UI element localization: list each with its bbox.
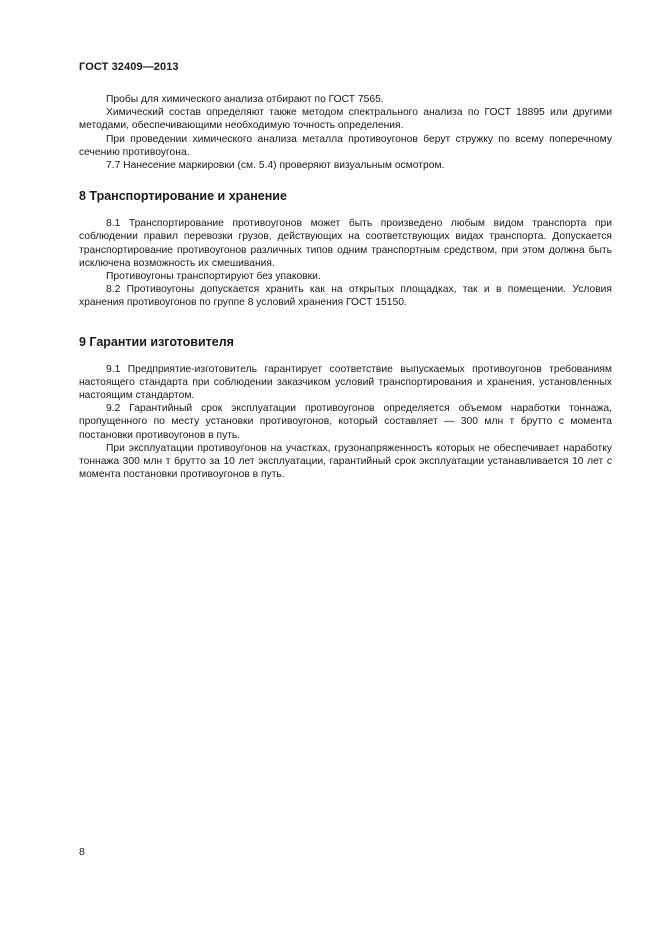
paragraph-7-7: 7.7 Нанесение маркировки (см. 5.4) проверяют визуальным осмотром. xyxy=(106,160,445,172)
page-number: 8 xyxy=(79,846,85,858)
paragraph-8-2: 8.2 Противоугоны допускается хранить как на открытых площадках, так и в помещении. Условия хранения противоугонов по группе 8 условий хранения ГОСТ 15150. xyxy=(79,284,612,309)
paragraph-9-2: 9.2 Гарантийный срок эксплуатации противоугонов определяется объемом наработки тоннажа, пропущенного по месту установки противоугонов, который составляет — 300 млн т брутто с момента постановки противоугонов в путь. xyxy=(79,403,612,441)
page-header-standard-number: ГОСТ 32409—2013 xyxy=(79,61,179,73)
section-9-title: 9 Гарантии изготовителя xyxy=(79,334,234,349)
paragraph-8-1: 8.1 Транспортирование противоугонов может быть произведено любым видом транспорта при соблюдении правил перевозки грузов, действующих на соответствующих видах транспорта. Допускается транспортирование противоугонов различных типов одним транспортным средством, при этом должна быть исключена возможность их смешивания. xyxy=(79,218,612,269)
intro-paragraph-chip-sampling: При проведении химического анализа металла противоугонов берут стружку по всему поперечному сечению противоугона. xyxy=(79,133,612,158)
intro-paragraph-spectral-analysis: Химический состав определяют также методом спектрального анализа по ГОСТ 18895 или другими методами, обеспечивающими необходимую точность определения. xyxy=(79,107,612,132)
document-body xyxy=(79,93,612,481)
section-8-title: 8 Транспортирование и хранение xyxy=(79,189,287,204)
paragraph-9-1: 9.1 Предприятие-изготовитель гарантирует соответствие выпускаемых противоугонов требованиям настоящего стандарта при соблюдении заказчиком условий транспортирования и хранения, установленных настоящим стандартом. xyxy=(79,363,612,402)
paragraph-9-2-continued: При эксплуатации противоугонов на участках, грузонапряженность которых не обеспечивает наработку тоннажа 300 млн т брутто за 10 лет эксплуатации, гарантийный срок эксплуатации устанавливается 10 лет с момента постановки противоугонов в путь. xyxy=(79,442,612,481)
paragraph-8-1-packaging: Противоугоны транспортируют без упаковки. xyxy=(106,271,321,283)
intro-paragraph-sampling: Пробы для химического анализа отбирают по ГОСТ 7565. xyxy=(106,94,384,105)
